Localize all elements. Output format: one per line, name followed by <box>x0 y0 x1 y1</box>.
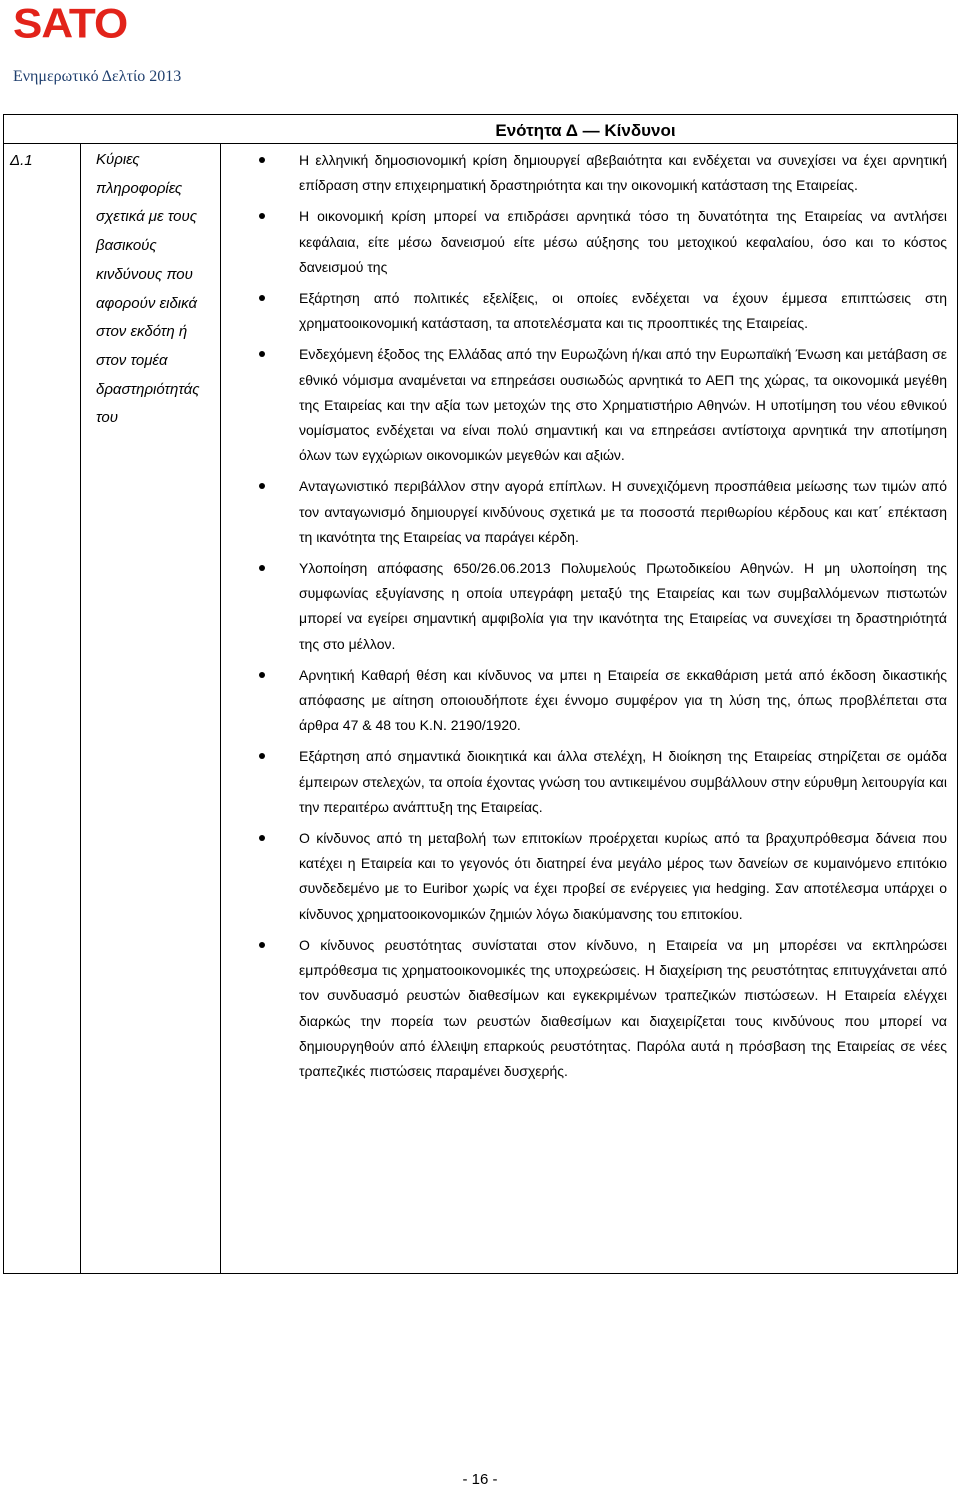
risk-text: Η οικονομική κρίση μπορεί να επιδράσει αρνητικά τόσο τη δυνατότητα της Εταιρείας να αντλήσει κεφάλαια, είτε μέσω δανεισμού είτε μέσω αύξησης του μετοχικού κεφαλαίου, όσο και το κόστος δανεισμού της <box>299 208 947 275</box>
bullet-icon <box>259 942 265 948</box>
risk-section-table <box>3 114 958 1274</box>
bullet-icon <box>259 157 265 163</box>
list-item <box>251 342 947 468</box>
risk-text: Η ελληνική δημοσιονομική κρίση δημιουργεί αβεβαιότητα και ενδέχεται να συνεχίσει να έχει αρνητική επίδραση στην επιχειρηματική δραστηριότητα και την οικονομική κατάσταση της Εταιρείας. <box>299 152 947 194</box>
list-item <box>251 933 947 1084</box>
section-title: Ενότητα Δ — Κίνδυνοι <box>495 121 676 140</box>
bullet-icon <box>259 565 265 571</box>
section-description: Κύριες πληροφορίες σχετικά με τους βασικούς κινδύνους που αφορούν ειδικά στον εκδότη ή στον τομέα δραστηριότητάς του <box>96 151 200 427</box>
risk-text: Ενδεχόμενη έξοδος της Ελλάδας από την Ευρωζώνη ή/και από την Ευρωπαϊκή Ένωση και μετάβαση σε εθνικό νόμισμα αναμένεται να επηρεάσει ουσιωδώς αρνητικά το ΑΕΠ της χώρας, τα οικονομικά μεγέθη της Εταιρείας και την αξία των μετοχών της στο Χρηματιστήριο Αθηνών. Η υποτίμηση του νέου εθνικού νομίσματος ενδέχεται να είναι πολύ σημαντική και να επηρεάσει αντίστοιχα αρνητικά την αποτίμηση όλων των εγχώριων οικονομικών μεγεθών και αξιών. <box>299 346 947 464</box>
list-item <box>251 744 947 820</box>
section-header <box>4 115 958 144</box>
risk-text: Εξάρτηση από πολιτικές εξελίξεις, οι οποίες ενδέχεται να έχουν έμμεσα επιπτώσεις στη χρηματοοικονομική κατάσταση, τα αποτελέσματα και τις προοπτικές της Εταιρείας. <box>299 290 947 332</box>
list-item <box>251 556 947 657</box>
bullet-icon <box>259 351 265 357</box>
risk-text: Ο κίνδυνος ρευστότητας συνίσταται στον κίνδυνο, η Εταιρεία να μη μπορέσει να εκπληρώσει εμπρόθεσμα τις χρηματοοικονομικές της υποχρεώσεις. Η διαχείριση της ρευστότητας επιτυγχάνεται από τον συνδυασμό ρευστών διαθεσίμων και εγκεκριμένων τραπεζικών πιστώσεων. Η Εταιρεία ελέγχει διαρκώς την πορεία των ρευστών διαθεσίμων και διαχειρίζεται τους κινδύνους που μπορεί να δημιουργηθούν από έλλειψη επαρκούς ρευστότητας. Παρόλα αυτά η πρόσβαση της Εταιρείας σε νέες τραπεζικές πιστώσεις παραμένει δυσχερής. <box>299 936 947 1079</box>
section-description-cell <box>81 144 221 1274</box>
list-item <box>251 204 947 280</box>
section-number: Δ.1 <box>10 152 33 169</box>
section-number-cell <box>4 144 81 1274</box>
risks-cell <box>221 144 958 1274</box>
risk-text: Υλοποίηση απόφασης 650/26.06.2013 Πολυμελούς Πρωτοδικείου Αθηνών. Η μη υλοποίηση της συμφωνίας εξυγίανσης η οποία υπεγράφη μεταξύ της Εταιρείας και των συμβαλλόμενων πιστωτών μπορεί να εγείρει σημαντική αμφιβολία για την ικανότητα της Εταιρείας να συνεχίσει τη δραστηριότητά της στο μέλλον. <box>299 560 947 652</box>
bullet-icon <box>259 753 265 759</box>
risk-text: Αρνητική Καθαρή θέση και κίνδυνος να μπει η Εταιρεία σε εκκαθάριση μετά από έκδοση δικαστικής απόφασης με αίτηση οποιουδήποτε έχει έννομο συμφέρον για τη λύση της, όπως προβλέπεται στα άρθρα 47 & 48 του Κ.Ν. 2190/1920. <box>299 666 947 734</box>
risk-text: Ανταγωνιστικό περιβάλλον στην αγορά επίπλων. Η συνεχιζόμενη προσπάθεια μείωσης των τιμών από τον ανταγωνισμό δημιουργεί κινδύνους σχετικά με τα ποσοστά περιθωρίου κέρδους και κατ΄ επέκταση τη ικανότητα της Εταιρείας να παράγει κέρδη. <box>299 478 947 545</box>
bullet-icon <box>259 295 265 301</box>
list-item <box>251 286 947 336</box>
bullet-icon <box>259 483 265 489</box>
bullet-icon <box>259 672 265 678</box>
list-item <box>251 474 947 550</box>
risk-list <box>251 148 947 1084</box>
list-item <box>251 148 947 198</box>
bullet-icon <box>259 213 265 219</box>
bullet-icon <box>259 835 265 841</box>
document-subtitle: Ενημερωτικό Δελτίο 2013 <box>13 68 182 85</box>
company-logo: SATO <box>13 0 128 47</box>
risk-text: Ο κίνδυνος από τη μεταβολή των επιτοκίων προέρχεται κυρίως από τα βραχυπρόθεσμα δάνεια που κατέχει η Εταιρεία και το γεγονός ότι διατηρεί ένα μεγάλο μέρος των δανείων σε κυμαινόμενο επιτόκιο συνδεδεμένο με το Euribor χωρίς να έχει προβεί σε ενέργειες για hedging. Σαν αποτέλεσμα υπάρχει ο κίνδυνος χρηματοοικονομικών ζημιών λόγω διακύμανσης του επιτοκίου. <box>299 830 947 922</box>
list-item <box>251 663 947 739</box>
risk-text: Εξάρτηση από σημαντικά διοικητικά και άλλα στελέχη, Η διοίκηση της Εταιρείας στηρίζεται σε ομάδα έμπειρων στελεχών, τα οποία έχοντας γνώση του αντικειμένου συμβάλλουν στην εύρυθμη λειτουργία και την περαιτέρω ανάπτυξη της Εταιρείας. <box>299 748 947 815</box>
page-number: - 16 - <box>462 1471 498 1488</box>
list-item <box>251 826 947 927</box>
